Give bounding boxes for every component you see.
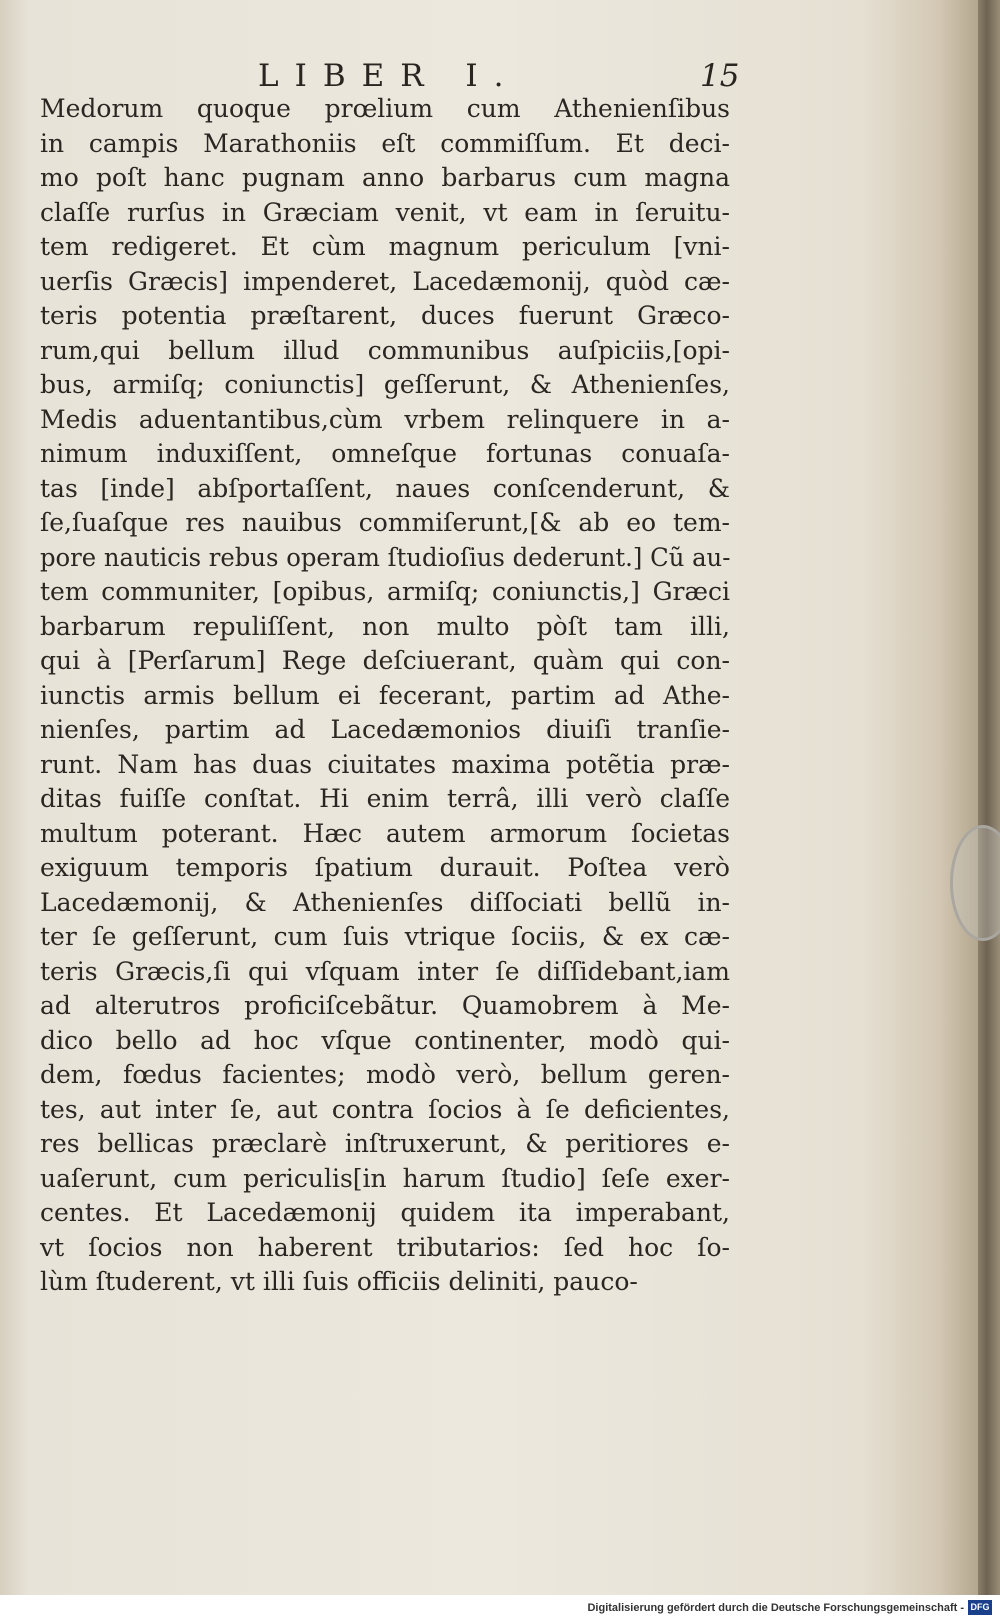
- text-line: qui à [Perſarum] Rege deſciuerant, quàm qui con-: [40, 646, 730, 675]
- text-line: Lacedæmonij, & Athenienſes diſſociati bellũ in-: [40, 887, 730, 917]
- text-line: in campis Marathoniis eſt commiſſum. Et deci-: [40, 128, 730, 158]
- text-line: uaſerunt, cum periculis[in harum ſtudio] ſeſe exer-: [40, 1163, 730, 1193]
- text-line: vt ſocios non haberent tributarios: ſed hoc ſo-: [40, 1232, 730, 1262]
- text-line: ſe,ſuaſque res nauibus commiſerunt,[& ab eo tem-: [40, 508, 730, 537]
- text-line: Medis aduentantibus,cùm vrbem relinquere in a-: [40, 404, 730, 434]
- text-line: barbarum repuliſſent, non multo pòſt tam illi,: [40, 611, 730, 641]
- text-line: dem, fœdus facientes; modò verò, bellum geren-: [40, 1060, 730, 1089]
- text-line: bus, armiſq; coniunctis] geſſerunt, & Athenienſes,: [40, 370, 730, 399]
- text-line: mo poſt hanc pugnam anno barbarus cum magna: [40, 163, 730, 192]
- text-line: nimum induxiſſent, omneſque fortunas conuaſa-: [40, 439, 730, 468]
- text-line: ditas fuiſſe conſtat. Hi enim terrâ, illi verò claſſe: [40, 784, 730, 813]
- text-line: teris potentia præſtarent, duces fuerunt Græco-: [40, 301, 730, 330]
- text-line: dico bello ad hoc vſque continenter, modò qui-: [40, 1025, 730, 1055]
- page-number: 15: [700, 58, 740, 94]
- text-line: nienſes, partim ad Lacedæmonios diuiſi tranſie-: [40, 715, 730, 744]
- text-line: exiguum temporis ſpatium durauit. Poſtea verò: [40, 853, 730, 882]
- text-line: tas [inde] abſportaſſent, naues conſcenderunt, &: [40, 473, 730, 503]
- text-line: teris Græcis,ſi qui vſquam inter ſe diſſidebant,iam: [40, 956, 730, 986]
- text-line: claſſe rurſus in Græciam venit, vt eam in ſeruitu-: [40, 197, 730, 227]
- text-line: pore nauticis rebus operam ſtudioſius dederunt.] Cũ au-: [40, 542, 731, 572]
- text-line: tem redigeret. Et cùm magnum periculum [vni-: [40, 232, 730, 261]
- funding-note: Digitalisierung gefördert durch die Deutsche Forschungsgemeinschaft -: [587, 1602, 964, 1614]
- text-line: runt. Nam has duas ciuitates maxima potẽtia præ-: [40, 749, 730, 779]
- digitization-footer: [0, 1595, 1000, 1623]
- dfg-logo: DFG: [968, 1600, 992, 1615]
- text-line: res bellicas præclarè inſtruxerunt, & peritiores e-: [40, 1129, 730, 1158]
- text-line: lùm ſtuderent, vt illi ſuis officiis deliniti, pauco-: [40, 1267, 638, 1296]
- text-line: rum,qui bellum illud communibus auſpiciis,[opi-: [40, 335, 730, 365]
- text-line: ad alterutros proficiſcebãtur. Quamobrem à Me-: [40, 991, 730, 1020]
- running-head: LIBER I.: [258, 58, 520, 94]
- text-line: Medorum quoque prœlium cum Athenienſibus: [40, 94, 730, 123]
- text-line: centes. Et Lacedæmonij quidem ita imperabant,: [40, 1198, 730, 1227]
- book-edge: [978, 0, 1000, 1595]
- text-line: uerſis Græcis] impenderet, Lacedæmonij, quòd cæ-: [40, 266, 730, 296]
- text-line: multum poterant. Hæc autem armorum ſocietas: [40, 818, 730, 848]
- body-text: [40, 92, 730, 1300]
- text-line: tem communiter, [opibus, armiſq; coniunctis,] Græci: [40, 577, 730, 606]
- text-line: ter ſe geſſerunt, cum ſuis vtrique ſociis, & ex cæ-: [40, 922, 730, 951]
- text-line: iunctis armis bellum ei fecerant, partim ad Athe-: [40, 680, 730, 710]
- text-line: tes, aut inter ſe, aut contra ſocios à ſe deficientes,: [40, 1094, 730, 1124]
